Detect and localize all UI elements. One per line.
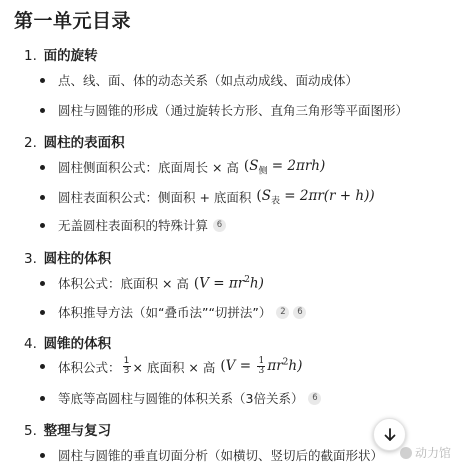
list-item: 等底等高圆柱与圆锥的体积关系（3倍关系） 6: [40, 389, 321, 407]
formula: $(S_侧 = 2\pi rh)$: [243, 158, 326, 177]
section-title-2: 2. 圆柱的表面积: [24, 135, 125, 151]
section-title-5: 5. 整理与复习: [24, 423, 112, 439]
list-item: 圆柱与圆锥的形成（通过旋转长方形、直角三角形等平面图形）: [40, 101, 408, 119]
list-item: 圆柱与圆锥的垂直切面分析（如横切、竖切后的截面形状）: [40, 446, 383, 464]
bullet-icon: [40, 396, 45, 401]
citation-badge[interactable]: 6: [293, 306, 306, 319]
section-title-3: 3. 圆柱的体积: [24, 251, 112, 267]
formula: $(S_表 = 2\pi r(r + h))$: [256, 188, 375, 207]
bullet-icon: [40, 310, 45, 315]
bullet-icon: [40, 108, 45, 113]
bullet-icon: [40, 165, 45, 170]
page-title: 第一单元目录: [14, 10, 132, 32]
watermark: 动力馆: [400, 444, 451, 461]
bullet-icon: [40, 453, 45, 458]
watermark-logo-icon: [400, 447, 412, 459]
bullet-icon: [40, 281, 45, 286]
formula: (V = $\frac{1}{3}$ $\pi r^2h$): [220, 356, 303, 376]
bullet-icon: [40, 78, 45, 83]
citation-badge[interactable]: 6: [308, 392, 321, 405]
bullet-icon: [40, 364, 45, 369]
list-item: 点、线、面、体的动态关系（如点动成线、面动成体）: [40, 71, 358, 89]
list-item: 体积推导方法（如“叠币法”“切拼法”） 2 6: [40, 303, 306, 321]
section-title-4: 4. 圆锥的体积: [24, 336, 112, 352]
list-item: 体积公式：底面积 × 高 $(V = \pi r^2h)$: [40, 274, 264, 292]
bullet-icon: [40, 195, 45, 200]
section-title-1: 1. 面的旋转: [24, 48, 98, 64]
list-item: 无盖圆柱表面积的特殊计算 6: [40, 216, 226, 234]
fraction: $\frac{1}{3}$: [123, 356, 130, 376]
formula: $(V = \pi r^2h)$: [193, 274, 264, 292]
bullet-icon: [40, 223, 45, 228]
citation-badge[interactable]: 2: [276, 306, 289, 319]
list-item: 体积公式： $\frac{1}{3}$ × 底面积 × 高 (V = $\frac{1}{3}$ $\pi r^2h$): [40, 357, 302, 376]
list-item: 圆柱表面积公式：侧面积 + 底面积 $(S_表 = 2\pi r(r + h))$: [40, 188, 375, 207]
list-item: 圆柱侧面积公式：底面周长 × 高 $(S_侧 = 2\pi rh)$: [40, 158, 325, 177]
arrow-down-icon: [382, 427, 398, 443]
citation-badge[interactable]: 6: [213, 219, 226, 232]
